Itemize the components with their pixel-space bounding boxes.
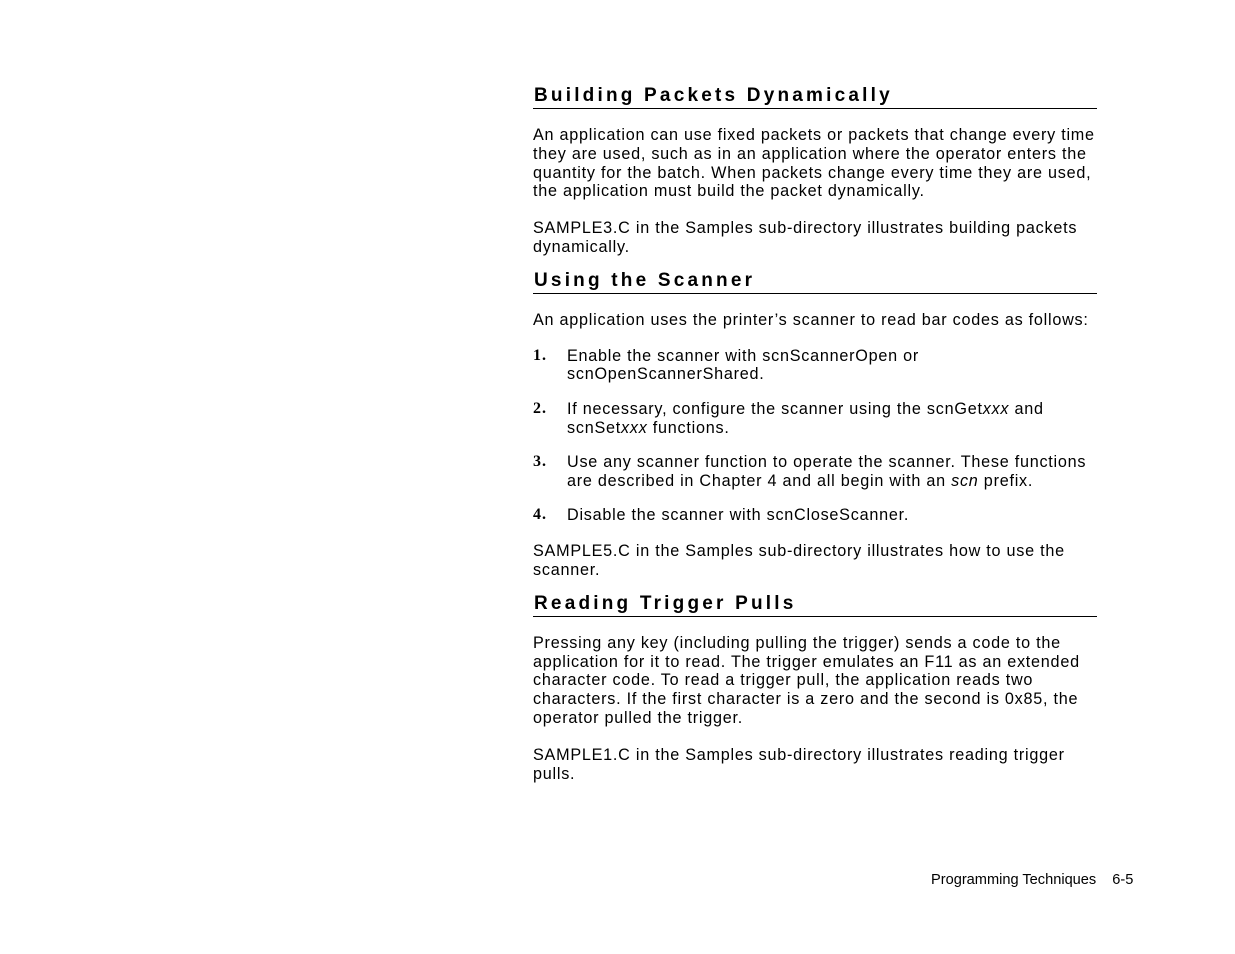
steps-list	[533, 347, 1097, 526]
page-content	[533, 84, 1097, 783]
footer-title: Programming Techniques	[931, 872, 1097, 888]
step-number: 3.	[533, 452, 547, 470]
page-number: 6-5	[1112, 872, 1134, 888]
list-item	[533, 453, 1097, 491]
section-heading-reading-trigger: Reading Trigger Pulls	[533, 592, 1097, 617]
step-text: If necessary, configure the scanner using the scnGetxxx and scnSetxxx functions.	[567, 400, 1044, 437]
paragraph: SAMPLE3.C in the Samples sub-directory illustrates building packets dynamically.	[533, 219, 1078, 256]
paragraph: SAMPLE1.C in the Samples sub-directory illustrates reading trigger pulls.	[533, 745, 1065, 783]
paragraph: An application can use fixed packets or packets that change every time they are used, such as in an application where the operator enters the quantity for the batch. When packets change every time they are used, the application must build the packet dynamically.	[533, 126, 1095, 201]
paragraph: An application uses the printer’s scanner to read bar codes as follows:	[533, 310, 1089, 329]
step-text: Disable the scanner with scnCloseScanner.	[567, 506, 910, 525]
step-text: Enable the scanner with scnScannerOpen or scnOpenScannerShared.	[567, 346, 919, 384]
section-heading-using-scanner: Using the Scanner	[533, 269, 1097, 294]
list-item	[533, 400, 1097, 438]
section-heading-building-packets: Building Packets Dynamically	[533, 84, 1097, 109]
paragraph: Pressing any key (including pulling the trigger) sends a code to the application for it to read. The trigger emulates an F11 as an extended character code. To read a trigger pull, the application reads two characters. If the first character is a zero and the second is 0x85, the operator pulled the trigger.	[533, 633, 1080, 727]
step-number: 2.	[533, 400, 547, 418]
page-footer	[931, 872, 1133, 888]
list-item	[533, 347, 1097, 385]
list-item	[533, 506, 1097, 525]
paragraph: SAMPLE5.C in the Samples sub-directory illustrates how to use the scanner.	[533, 542, 1065, 579]
step-number: 1.	[533, 346, 547, 364]
step-number: 4.	[533, 506, 547, 524]
step-text: Use any scanner function to operate the scanner. These functions are described in Chapter 4 and all begin with an scn prefix.	[567, 452, 1087, 490]
